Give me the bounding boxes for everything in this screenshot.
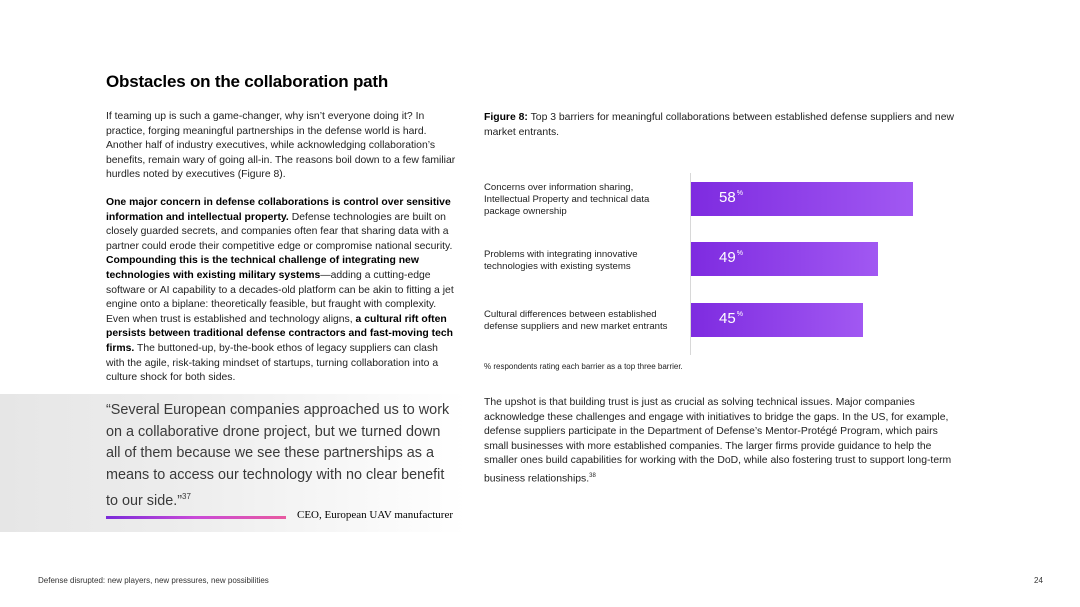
- bar-2: [691, 242, 878, 276]
- bar-value-label-1: 58%: [719, 189, 743, 206]
- intro-paragraph: If teaming up is such a game-changer, why isn’t everyone doing it? In practice, forging meaningful partnerships in the defense world is hard. Another half of industry executives, while acknowledging collaboration’s benefits, remain wary of going all-in. The reasons boil down to a few familiar hurdles noted by executives (Figure 8).: [106, 111, 456, 181]
- upshot-footnote-ref: 38: [589, 472, 596, 479]
- bar-label-3: Cultural differences between established defense suppliers and new market entrants: [484, 309, 668, 332]
- paragraph-text-3: The buttoned-up, by-the-book ethos of legacy suppliers can clash with the agile, risk-taking mindset of startups, turning collaboration into a culture shock for both sides.: [106, 342, 439, 384]
- highlight-integration: Compounding this is the technical challenge of integrating new technologies with existing military systems: [106, 255, 419, 281]
- quote-attribution: CEO, European UAV manufacturer: [297, 509, 453, 521]
- figure-caption: [484, 111, 964, 140]
- paragraph-text-2: —adding a cutting-edge software or AI capability to a decades-old platform can be akin to fitting a jet engine onto a biplane: theoretically feasible, but fraught with complexity. Even when trust is established and technology aligns,: [106, 269, 454, 325]
- barriers-bar-chart: [484, 163, 964, 358]
- bar-value-label-3: 45%: [719, 310, 743, 327]
- footer-title: Defense disrupted: new players, new pressures, new possibilities: [38, 576, 269, 585]
- figure-label: Figure 8:: [484, 112, 528, 123]
- highlight-ip: One major concern in defense collaborations is control over sensitive information and intellectual property.: [106, 196, 451, 223]
- bar-value-unit: %: [736, 311, 743, 318]
- barriers-paragraph: [106, 196, 456, 386]
- quote-text: “Several European companies approached us to work on a collaborative drone project, but we turned down all of them because we see these partnerships as a means to access our technology with no clear benefit to our side.”: [106, 402, 450, 509]
- figure-caption-text: Top 3 barriers for meaningful collaborations between established defense suppliers and new market entrants.: [484, 112, 954, 138]
- pull-quote: [106, 400, 456, 512]
- page-number: 24: [1034, 576, 1043, 585]
- bar-value-unit: %: [736, 250, 743, 257]
- paragraph-text-1: Defense technologies are built on closely guarded secrets, and companies often fear that sharing data with a partner could erode their competitive edge or compromise national security.: [106, 211, 453, 252]
- quote-footnote-ref: 37: [182, 492, 191, 501]
- quote-accent-line: [106, 516, 286, 519]
- chart-footnote: % respondents rating each barrier as a top three barrier.: [484, 362, 683, 371]
- bar-value-label-2: 49%: [719, 249, 743, 266]
- page-title: Obstacles on the collaboration path: [106, 72, 389, 91]
- left-column: [106, 110, 456, 399]
- bar-label-1: Concerns over information sharing, Intellectual Property and technical data package ownership: [484, 182, 650, 217]
- upshot-text: The upshot is that building trust is just as crucial as solving technical issues. Major companies acknowledge these challenges and engage with initiatives to bridge the gaps. In the US, for example, defense suppliers participate in the Department of Defense’s Mentor-Protégé Program, which pairs small businesses with more established companies. The larger firms provide guidance to help the smaller ones build capabilities for working with the DoD, while also fostering trust to support long-term business relationships.: [484, 397, 952, 485]
- upshot-paragraph: [484, 396, 959, 487]
- bar-1: [691, 182, 913, 216]
- bar-3: [691, 303, 863, 337]
- highlight-culture: a cultural rift often persists between traditional defense contractors and fast-moving tech firms.: [106, 313, 454, 354]
- bar-value-unit: %: [736, 190, 743, 197]
- bar-label-2: Problems with integrating innovative technologies with existing systems: [484, 249, 638, 272]
